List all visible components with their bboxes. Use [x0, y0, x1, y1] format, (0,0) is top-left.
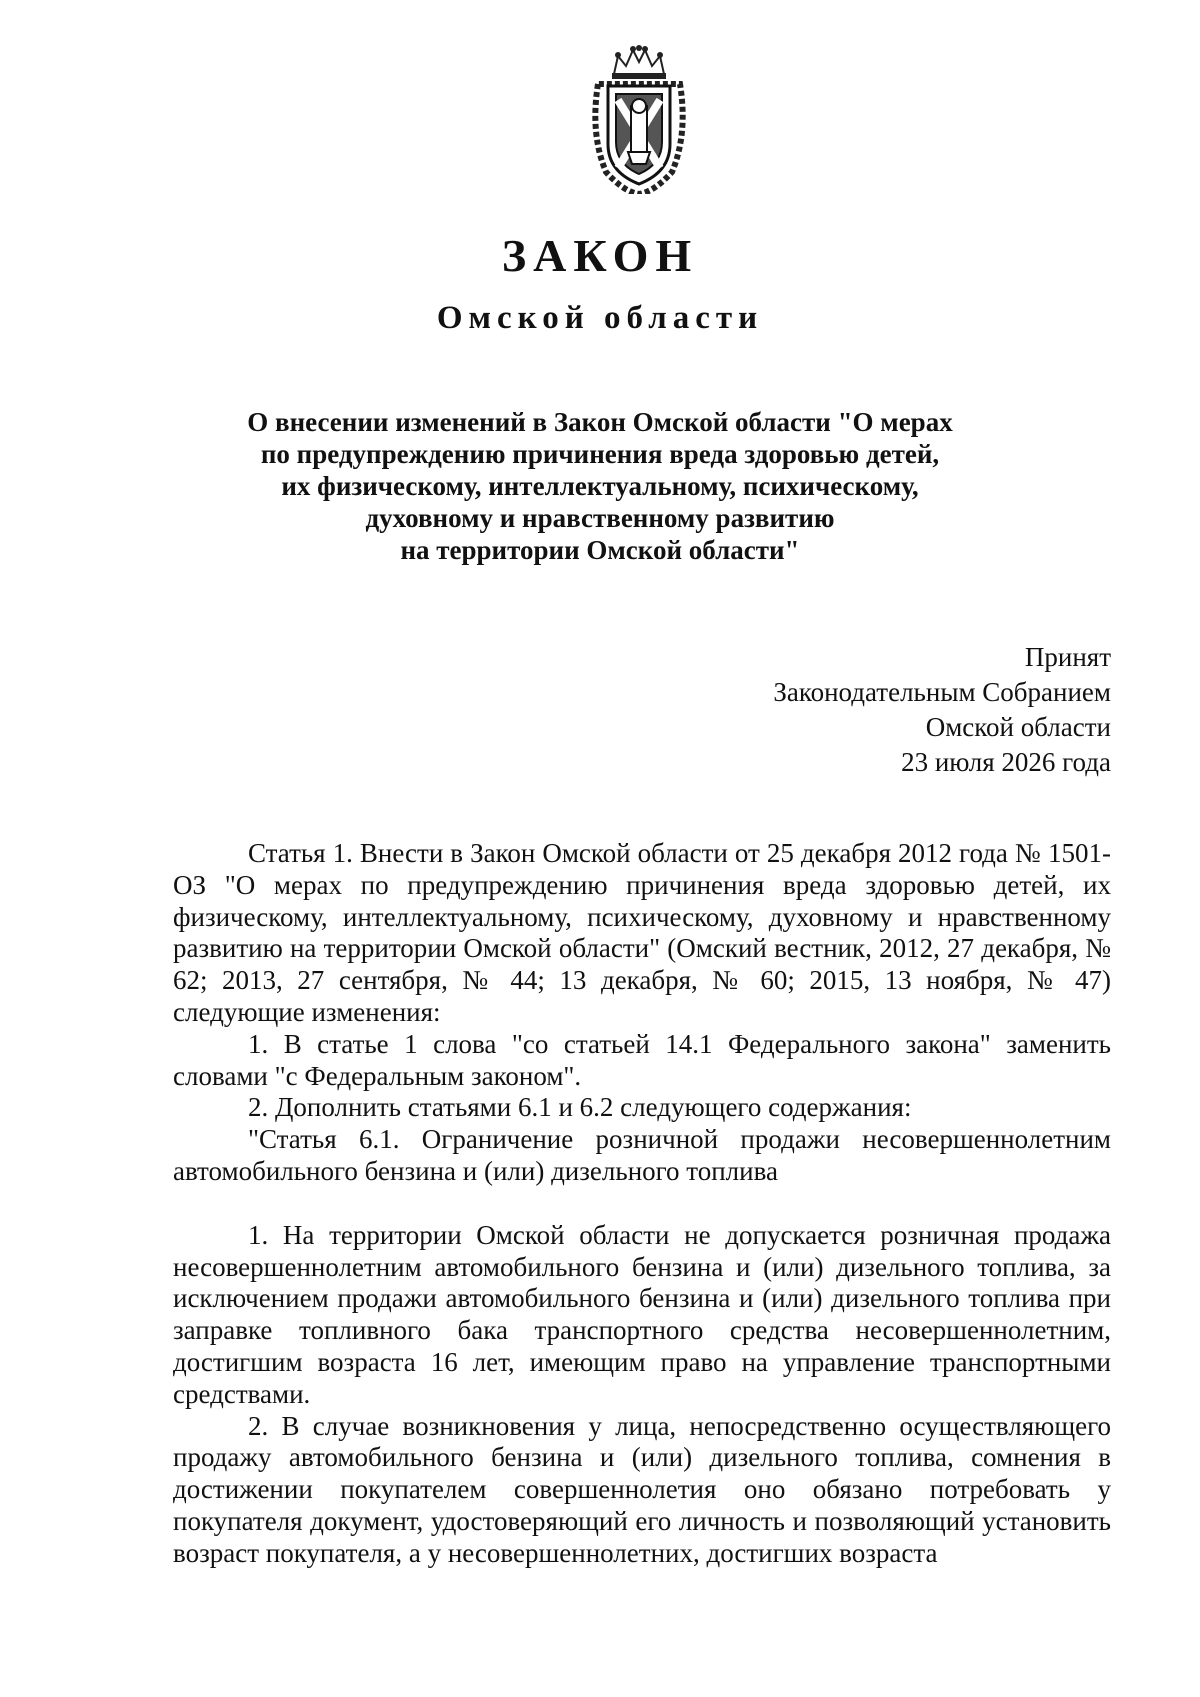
subject-line: их физическому, интеллектуальному, психическому, — [281, 471, 919, 501]
subject-line: на территории Омской области" — [400, 535, 800, 565]
article-1-paragraph: Статья 1. Внести в Закон Омской области от 25 декабря 2012 года № 1501-ОЗ "О мерах по предупреждению причинения вреда здоровью детей, их физическому, интеллектуальному, психическому, духовному и нравственному развитию на территории Омской области" (Омский вестник, 2012, 27 декабря, № 62; 2013, 27 сентября, № 44; 13 декабря, № 60; 2015, 13 ноября, № 47) следующие изменения: — [173, 838, 1111, 1027]
new-article-clause-1: 1. На территории Омской области не допускается розничная продажа несовершеннолетним автомобильного бензина и (или) дизельного топлива, за исключением продажи автомобильного бензина и (или) дизельного топлива при заправке топливного бака транспортного средства несовершеннолетним, достигшим возраста 16 лет, имеющим право на управление транспортными средствами. — [173, 1219, 1111, 1409]
adoption-date: 23 июля 2026 года — [901, 747, 1111, 777]
subject-line: по предупреждению причинения вреда здоровью детей, — [260, 439, 940, 469]
amendment-item-2: 2. Дополнить статьями 6.1 и 6.2 следующего содержания: — [248, 1092, 912, 1123]
adoption-line: Принят — [1024, 642, 1111, 672]
adoption-line: Омской области — [925, 712, 1111, 742]
subject-line: О внесении изменений в Закон Омской области "О мерах — [247, 407, 953, 437]
adoption-line: Законодательным Собранием — [773, 677, 1111, 707]
omsk-region-coat-of-arms-icon — [584, 44, 694, 194]
adoption-block — [660, 640, 1111, 780]
law-region: Омской области — [436, 300, 764, 336]
subject-line: духовному и нравственному развитию — [365, 503, 835, 533]
new-article-clause-2: 2. В случае возникновения у лица, непосредственно осуществляющего продажу автомобильного бензина и (или) дизельного топлива, сомнения в достижении покупателем совершеннолетия оно обязано потребовать у покупателя документ, удостоверяющий его личность и позволяющий установить возраст покупателя, а у несовершеннолетних, достигших возраста — [173, 1410, 1111, 1568]
amendment-item-1: 1. В статье 1 слова "со статьей 14.1 Федерального закона" заменить словами "с Федеральным законом". — [173, 1028, 1111, 1091]
law-subject — [240, 406, 960, 566]
law-title: ЗАКОН — [501, 230, 699, 281]
law-body — [173, 838, 1111, 1570]
new-article-heading: "Статья 6.1. Ограничение розничной продажи несовершеннолетним автомобильного бензина и (или) дизельного топлива — [173, 1124, 1111, 1186]
